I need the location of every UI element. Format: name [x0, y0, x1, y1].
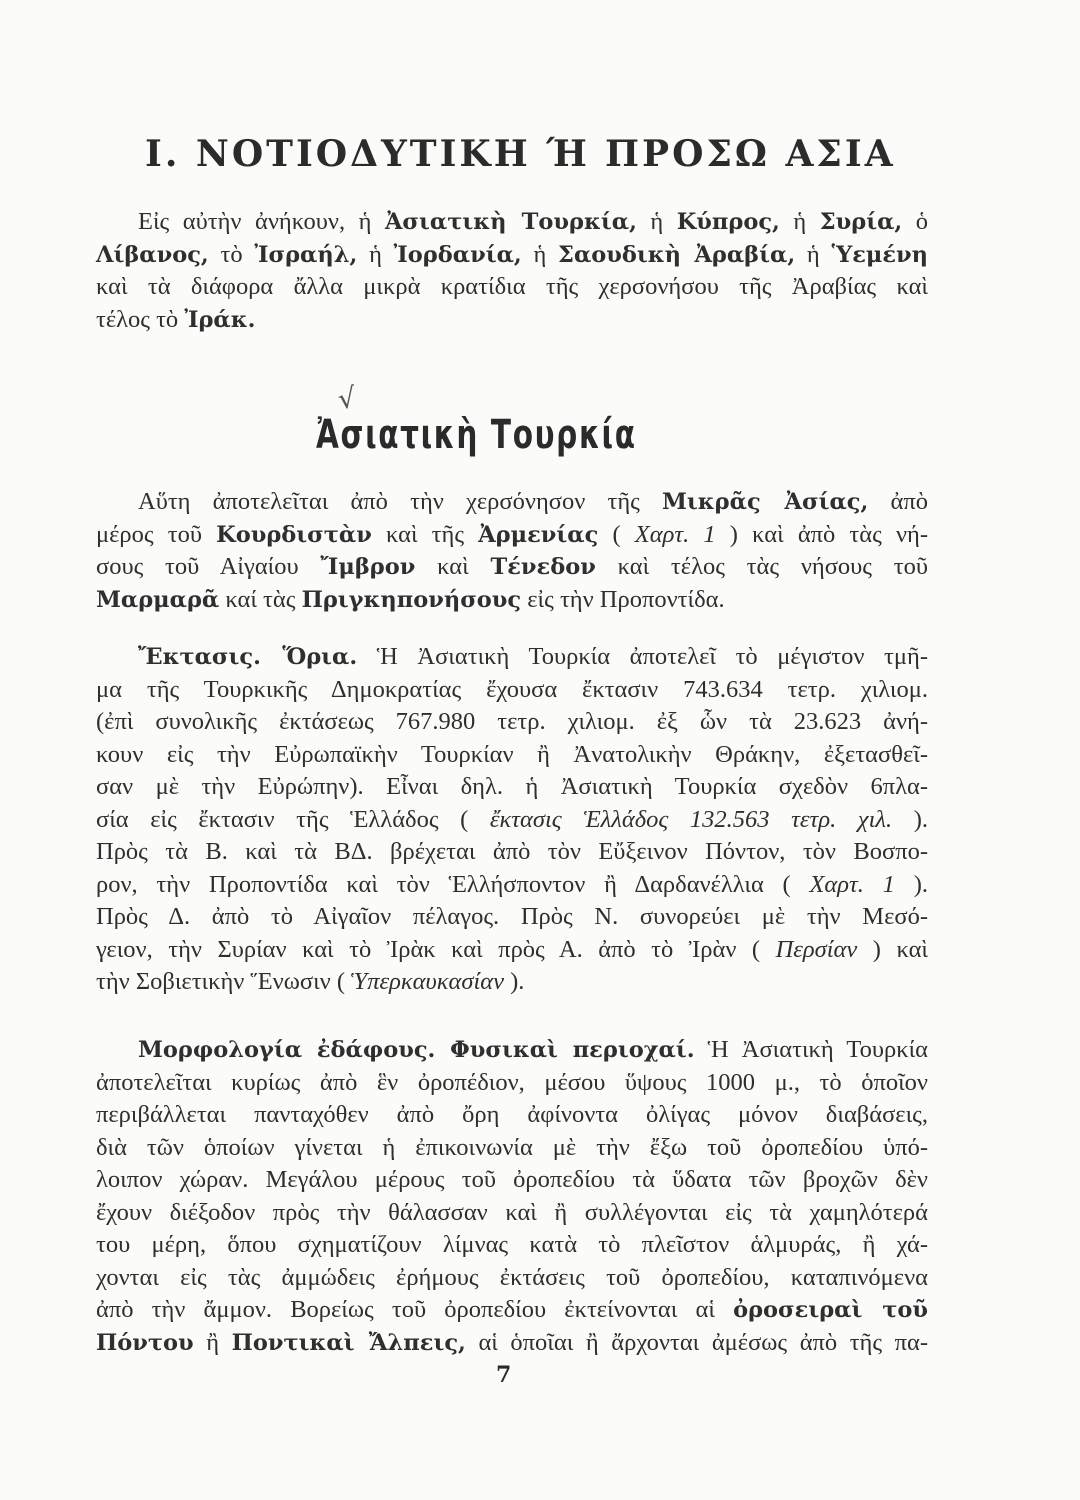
text-line: καὶ τὰ διάφορα ἄλλα μικρὰ κρατίδια τῆς χερσονήσου τῆς Ἀραβίας καὶ — [96, 273, 928, 300]
text-line: Πόντου ἢ Ποντικαὶ Ἄλπεις, αἱ ὁποῖαι ἢ ἄρχονται ἀμέσως ἀπὸ τῆς πα- — [96, 1328, 929, 1356]
text-line: σία εἰς ἔκτασιν τῆς Ἑλλάδος ( ἔκτασις Ἑλλάδος 132.563 τετρ. χιλ. ). — [96, 805, 928, 833]
text-line: τέλος τὸ Ἰράκ. — [96, 305, 256, 333]
extent-borders-paragraph — [96, 641, 928, 999]
text-line: λοιπον χώραν. Μεγάλου μέρους τοῦ ὀροπεδίου τὰ ὕδατα τῶν βροχῶν δὲν — [96, 1166, 928, 1193]
handwritten-check-mark: √ — [335, 380, 359, 417]
text-line: Πρὸς τὰ Β. καὶ τὰ ΒΔ. βρέχεται ἀπὸ τὸν Εὔξεινον Πόντον, τὸν Βοσπο- — [96, 838, 928, 865]
text-line: Λίβανος, τὸ Ἰσραήλ, ἡ Ἰορδανία, ἡ Σαουδικὴ Ἀραβία, ἡ Ὑεμένη — [96, 240, 928, 268]
intro-paragraph — [96, 206, 928, 336]
text-line: μα τῆς Τουρκικῆς Δημοκρατίας ἔχουσα ἔκτασιν 743.634 τετρ. χιλιομ. — [96, 675, 928, 703]
text-line: ρον, τὴν Προποντίδα καὶ τὸν Ἑλλήσποντον ἢ Δαρδανέλλια ( Χαρτ. 1 ). — [96, 870, 928, 898]
chapter-title: I. ΝΟΤΙΟΔΥΤΙΚΗ Ή ΠΡΟΣΩ ΑΣΙΑ — [145, 133, 896, 175]
text-line: (ἐπὶ συνολικῆς ἐκτάσεως 767.980 τετρ. χιλιομ. ἐξ ὧν τὰ 23.623 ἀνή- — [96, 708, 928, 735]
text-line: Μορφολογία ἐδάφους. Φυσικαὶ περιοχαί. Ἡ Ἀσιατικὴ Τουρκία — [138, 1036, 928, 1063]
text-line: κουν εἰς τὴν Εὐρωπαϊκὴν Τουρκίαν ἢ Ἀνατολικὴν Θράκην, ἐξετασθεῖ- — [96, 740, 928, 768]
text-line: χονται εἰς τὰς ἀμμώδεις ἐρήμους ἐκτάσεις τοῦ ὀροπεδίου, καταπινόμενα — [96, 1263, 928, 1291]
section-title: Ἀσιατικὴ Τουρκία — [316, 412, 637, 458]
text-line: γειον, τὴν Συρίαν καὶ τὸ Ἰρὰκ καὶ πρὸς Α. ἀπὸ τὸ Ἰρὰν ( Περσίαν ) καὶ — [96, 935, 929, 963]
morphology-paragraph — [96, 1034, 928, 1359]
text-line: Εἰς αὐτὴν ἀνήκουν, ἡ Ἀσιατικὴ Τουρκία, ἡ Κύπρος, ἡ Συρία, ὁ — [138, 208, 929, 235]
text-line: του μέρη, ὅπου σχηματίζουν λίμνας κατὰ τὸ πλεῖστον ἁλμυράς, ἢ χά- — [96, 1231, 928, 1258]
text-line: Πρὸς Δ. ἀπὸ τὸ Αἰγαῖον πέλαγος. Πρὸς Ν. συνορεύει μὲ τὴν Μεσό- — [96, 903, 928, 930]
text-line: τὴν Σοβιετικὴν Ἕνωσιν ( Ὑπερκαυκασίαν ). — [96, 968, 525, 995]
text-line: Μαρμαρᾶ καί τὰς Πριγκηπονήσους εἰς τὴν Προποντίδα. — [96, 585, 725, 613]
text-line: μέρος τοῦ Κουρδιστὰν καὶ τῆς Ἀρμενίας ( Χαρτ. 1 ) καὶ ἀπὸ τὰς νή- — [96, 520, 929, 548]
text-line: σους τοῦ Αἰγαίου Ἴμβρον καὶ Τένεδον καὶ τέλος τὰς νήσους τοῦ — [96, 553, 928, 580]
page-number: 7 — [496, 1362, 512, 1388]
area-description-paragraph — [96, 486, 928, 616]
text-line: ἀποτελεῖται κυρίως ἀπὸ ἓν ὀροπέδιον, μέσου ὕψους 1000 μ., τὸ ὁποῖον — [96, 1068, 928, 1096]
text-line: διὰ τῶν ὁποίων γίνεται ἡ ἐπικοινωνία μὲ τὴν ἔξω τοῦ ὀροπεδίου ὑπό- — [96, 1133, 928, 1161]
text-line: ἀπὸ τὴν ἄμμον. Βορείως τοῦ ὀροπεδίου ἐκτείνονται αἱ ὀροσειραὶ τοῦ — [96, 1296, 928, 1323]
text-line: σαν μὲ τὴν Εὐρώπην). Εἶναι δηλ. ἡ Ἀσιατικὴ Τουρκία σχεδὸν 6πλα- — [96, 773, 928, 800]
text-line: Ἔκτασις. Ὅρια. Ἡ Ἀσιατικὴ Τουρκία ἀποτελεῖ τὸ μέγιστον τμῆ- — [138, 643, 928, 670]
text-line: περιβάλλεται πανταχόθεν ἀπὸ ὄρη ἀφίνοντα ὀλίγας μόνον διαβάσεις, — [96, 1101, 928, 1128]
text-line: Αὕτη ἀποτελεῖται ἀπὸ τὴν χερσόνησον τῆς Μικρᾶς Ἀσίας, ἀπὸ — [138, 488, 928, 515]
text-line: ἔχουν διέξοδον πρὸς τὴν θάλασσαν καὶ ἢ συλλέγονται εἰς τὰ χαμηλότερά — [96, 1198, 928, 1226]
